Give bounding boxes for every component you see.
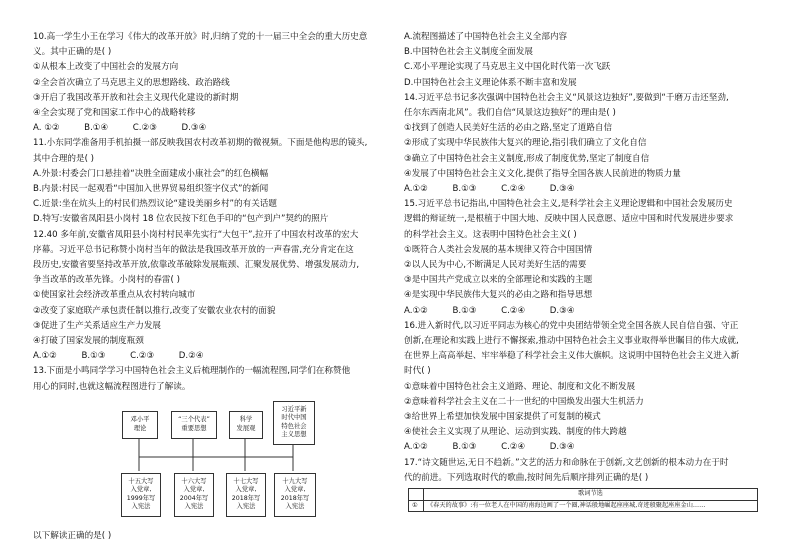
option-line: ③是中国共产党成立以来的全部理论和实践的主题 — [404, 275, 593, 286]
question-stem: 的科学社会主义。这表明中国特色社会主义( ) — [404, 229, 577, 240]
question-stem: 16.进入新时代,以习近平同志为核心的党中央团结带领全党全国各族人民自信自强、守正 — [404, 320, 739, 331]
option-line: B.内景:村民一起观看“中国加入世界贸易组织签字仪式”的新闻 — [33, 184, 269, 195]
option-line: A.外景:村委会门口悬挂着“决胜全面建成小康社会”的红色横幅 — [33, 168, 269, 179]
option-line: ②改变了家庭联产承包责任制以推行,改变了安徽农业农村的面貌 — [33, 305, 276, 316]
question-stem: 在世界上高高举起、牢牢举稳了科学社会主义伟大旗帜。这说明中国特色社会主义进入新 — [404, 351, 740, 362]
lyrics-table — [408, 488, 758, 512]
option-line: ③确立了中国特色社会主义制度,形成了制度优势,坚定了制度自信 — [404, 153, 650, 164]
question-stem: 争当改革的改革先锋。小岗村的春雷( ) — [33, 275, 180, 286]
answer-choices: A.①② B.①③ C.②④ D.③④ — [404, 442, 575, 453]
table-row — [409, 500, 758, 512]
question-stem: 10.高一学生小王在学习《伟大的改革开放》时,归纳了党的十一届三中全会的重大历史意 — [33, 32, 368, 42]
question-16 — [404, 319, 776, 456]
question-stem: 11.小东同学准备用手机拍摄一部反映我国农村改革初期的微视频。下面是他构思的镜头, — [33, 138, 368, 149]
question-14 — [404, 91, 776, 197]
right-column — [404, 30, 776, 512]
option-line: ③给世界上希望加快发展中国家提供了可复制的模式 — [404, 412, 601, 423]
question-stem: 13.下面是小鸣同学学习中国特色社会主义后梳理制作的一幅流程图,同学们在称赞他 — [33, 366, 351, 377]
question-stem: 代的前进。下列选取时代的歌曲,按时间先后顺序排列正确的是( ) — [404, 472, 649, 483]
option-line: ③促进了生产关系适应生产力发展 — [33, 320, 162, 331]
table-header-row — [409, 489, 758, 501]
flow-box-milestone-3: 十七大写 入党章, 2018年写 入宪法 — [226, 473, 266, 517]
question-17 — [404, 456, 776, 512]
option-line: ①使国家社会经济改革重点从农村转向城市 — [33, 290, 196, 301]
option-line: ①既符合人类社会发展的基本规律又符合中国国情 — [404, 244, 593, 255]
question-stem: 12.40 多年前,安徽省凤阳县小岗村村民率先实行“大包干”,拉开了中国农村改革的宏大 — [33, 229, 359, 240]
option-line: ④使社会主义实现了从理论、运动到实践、制度的伟大跨越 — [404, 427, 627, 438]
question-13 — [33, 364, 403, 544]
option-line: ④是实现中华民族伟大复兴的必由之路和指导思想 — [404, 290, 593, 301]
question-stem: 时代( ) — [404, 366, 431, 377]
question-10 — [33, 30, 403, 136]
question-stem: 17.“诗文随世运,无日不趋新。”文艺的活力和命脉在于创新,文艺创新的根本动力在于时 — [404, 457, 729, 468]
option-line: ①找到了创造人民美好生活的必由之路,坚定了道路自信 — [404, 123, 613, 134]
option-line: ②全会首次确立了马克思主义的思想路线、政治路线 — [33, 77, 230, 88]
table-cell-num: ① — [409, 500, 424, 512]
answer-choices: A.①② B.①③ C.②④ D.③④ — [404, 305, 575, 316]
question-stem: 创新,在理论和实践上进行不懈探索,推动中国特色社会主义事业取得举世瞩目的伟大成就, — [404, 336, 739, 347]
question-stem: 任尔东西南北风”。我们自信“风景这边独好”的理由是( ) — [404, 108, 616, 119]
flow-box-milestone-1: 十五大写 入党章, 1999年写 入宪法 — [121, 473, 161, 517]
question-15 — [404, 197, 776, 319]
option-line: C.近景:坐在炕头上的村民们热烈议论“建设美丽乡村”的有关话题 — [33, 199, 277, 210]
question-11 — [33, 136, 403, 227]
flow-box-xi-thought: 习近平新 时代中国 特色社会 主义思想 — [273, 401, 315, 445]
question-12 — [33, 228, 403, 365]
question-stem: 14.习近平总书记多次强调中国特色社会主义“风景这边独好”,要做到“千磨万击还坚劲, — [404, 92, 729, 103]
flow-box-scientific-development: 科学 发展观 — [229, 411, 263, 439]
table-cell-lyrics: 《春天的故事》:有一位老人在中国的南海边画了一个圈,神话般地崛起座座城,奇迹般聚起座座金山…… — [424, 500, 758, 512]
question-13-options — [404, 30, 776, 91]
option-line: ②意味着科学社会主义在二十一世纪的中国焕发出强大生机活力 — [404, 396, 644, 407]
question-stem: 义。其中正确的是( ) — [33, 47, 112, 58]
question-stem: 以下解读正确的是( ) — [33, 530, 112, 541]
left-column — [33, 30, 403, 544]
answer-choices: A.①② B.①③ C.②③ D.②④ — [33, 351, 204, 362]
option-line: ①从根本上改变了中国社会的发展方向 — [33, 62, 179, 73]
option-line: ③开启了我国改革开放和社会主义现代化建设的新时期 — [33, 92, 239, 103]
flow-box-deng-theory: 邓小平 理论 — [122, 411, 158, 439]
option-line: A.流程图描述了中国特色社会主义全部内容 — [404, 32, 568, 42]
question-stem: 其中合理的是( ) — [33, 153, 94, 164]
flow-box-three-represents: “三个代表” 重要思想 — [171, 411, 217, 439]
flow-diagram — [117, 397, 337, 521]
question-stem: 15.习近平总书记指出,中国特色社会主义,是科学社会主义理论逻辑和中国社会发展历史 — [404, 199, 733, 210]
answer-choices: A. ①② B.①④ C.②③ D.③④ — [33, 123, 207, 134]
table-header-cell: 歌词节选 — [424, 489, 758, 501]
question-stem: 逻辑的辩证统一,是根植于中国大地、反映中国人民意愿、适应中国和时代发展进步要求 — [404, 214, 734, 225]
option-line: ②以人民为中心,不断满足人民对美好生活的需要 — [404, 260, 587, 271]
option-line: ④打破了国家发展的制度瓶颈 — [33, 336, 144, 347]
option-line: ②形成了实现中华民族伟大复兴的理论,指引我们确立了文化自信 — [404, 138, 647, 149]
question-stem: 用心的同时,也就这幅流程图进行了解读。 — [33, 381, 191, 392]
option-line: D.中国特色社会主义理论体系不断丰富和发展 — [404, 77, 577, 88]
option-line: D.特写:安徽省凤阳县小岗村 18 位农民按下红色手印的“包产到户”契约的照片 — [33, 214, 329, 225]
option-line: B.中国特色社会主义制度全面发展 — [404, 47, 533, 58]
option-line: ④全会实现了党和国家工作中心的战略转移 — [33, 108, 196, 119]
option-line: ④发展了中国特色社会主义文化,提供了指导全国各族人民前进的物质力量 — [404, 168, 681, 179]
option-line: ①意味着中国特色社会主义道路、理论、制度和文化不断发展 — [404, 381, 636, 392]
option-line: C.邓小平理论实现了马克思主义中国化时代第一次飞跃 — [404, 62, 611, 73]
flow-box-milestone-2: 十六大写 入党章, 2004年写 入宪法 — [174, 473, 214, 517]
answer-choices: A.①② B.①③ C.②④ D.③④ — [404, 184, 575, 195]
question-stem: 序幕。习近平总书记称赞小岗村当年的做法是我国改革开放的一声春雷,充分肯定在这 — [33, 244, 354, 255]
flow-box-milestone-4: 十九大写 入党章, 2018年写 入宪法 — [274, 473, 316, 517]
question-stem: 段历史,安徽省要坚持改革开放,依靠改革破除发展瓶颈、汇聚发展优势、增强发展动力, — [33, 260, 360, 271]
